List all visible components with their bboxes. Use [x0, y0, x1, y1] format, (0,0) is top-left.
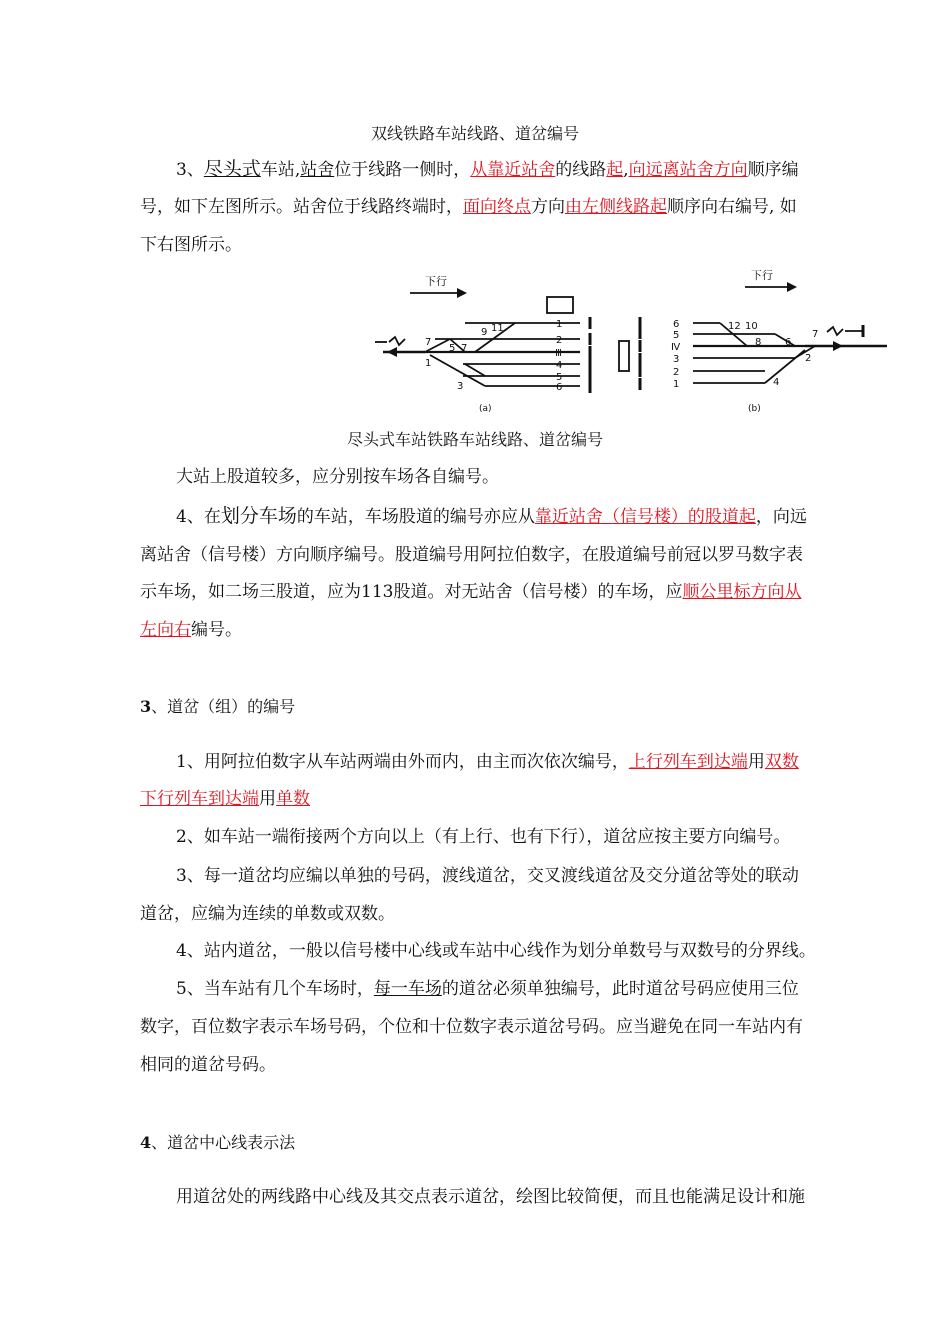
s3-item3-line-1: 3、每一道岔均应编以单独的号码，渡线道岔，交叉渡线道岔及交分道岔等处的联动 — [176, 866, 799, 886]
track-label: 5 — [673, 330, 680, 341]
switch-label: 3 — [457, 381, 464, 392]
switch-label: 8 — [755, 337, 762, 348]
p3-line-2: 号，如下左图所示。站舍位于线路终端时，面向终点方向由左侧线路起顺序向右编号, 如 — [140, 197, 797, 217]
track-label: 5 — [556, 372, 563, 383]
s3-item4: 4、站内道岔，一般以信号楼中心线或车站中心线作为划分单数号与双数号的分界线。 — [176, 941, 816, 961]
s3-item5-line-2: 数字，百位数字表示车场号码，个位和十位数字表示道岔号码。应当避免在同一车站内有 — [140, 1017, 803, 1037]
track-label: 6 — [673, 319, 680, 330]
track-label: 2 — [556, 335, 563, 346]
p4-line-3: 示车场，如二场三股道，应为113股道。对无站舍（信号楼）的车场，应顺公里标方向从 — [140, 582, 802, 602]
p3-line-1: 3、尽头式车站,站舍位于线路一侧时，从靠近站舍的线路起,向远离站舍方向顺序编 — [176, 158, 799, 180]
track-label: 2 — [673, 367, 680, 378]
switch-label: 10 — [745, 321, 758, 332]
s3-item2: 2、如车站一端衔接两个方向以上（有上行、也有下行），道岔应按主要方向编号。 — [176, 827, 791, 847]
diagram-a-labels — [425, 275, 562, 414]
s4-line-1: 用道岔处的两线路中心线及其交点表示道岔，绘图比较简便，而且也能满足设计和施 — [176, 1187, 805, 1207]
caption-figure: 尽头式车站铁路车站线路、道岔编号 — [346, 430, 603, 449]
track-label: Ⅲ — [555, 348, 562, 359]
diagram-b — [619, 282, 887, 390]
diagram-b-sublabel: (b) — [748, 404, 761, 414]
switch-label: 4 — [773, 377, 780, 388]
s3-item5-line-3: 相同的道岔号码。 — [140, 1055, 276, 1075]
diagram-b-direction-label: 下行 — [751, 269, 773, 282]
p4-line-2: 离站舍（信号楼）方向顺序编号。股道编号用阿拉伯数字，在股道编号前冠以罗马数字表 — [140, 545, 803, 565]
track-label: 3 — [673, 354, 680, 365]
diagram-a-direction-label: 下行 — [425, 275, 447, 288]
switch-label: 7 — [425, 337, 432, 348]
switch-label: 7 — [812, 329, 819, 340]
s3-item1-line-1: 1、用阿拉伯数字从车站两端由外而内，由主而次依次编号，上行列车到达端用双数 — [176, 752, 799, 772]
diagram-a-sublabel: (a) — [479, 404, 492, 414]
p3-line-3: 下右图所示。 — [140, 235, 242, 255]
track-label: 1 — [673, 379, 680, 390]
switch-label: 6 — [785, 337, 792, 348]
track-diagram — [375, 265, 895, 425]
section-heading-4: 4、道岔中心线表示法 — [140, 1133, 296, 1152]
s3-item3-line-2: 道岔，应编为连续的单数或双数。 — [140, 904, 395, 924]
switch-label: 11 — [491, 323, 504, 334]
track-label: Ⅳ — [671, 342, 681, 353]
switch-label: 9 — [481, 327, 488, 338]
section-heading-3: 3、道岔（组）的编号 — [140, 697, 296, 716]
switch-label: 1 — [425, 358, 432, 369]
track-label: 4 — [556, 360, 563, 371]
p-big-stations: 大站上股道较多，应分别按车场各自编号。 — [176, 467, 499, 487]
switch-label: 7 — [461, 343, 468, 354]
switch-label: 2 — [805, 353, 812, 364]
p4-line-4: 左向右编号。 — [140, 620, 242, 640]
diagram-b-labels — [671, 269, 818, 414]
p4-line-1: 4、在划分车场的车站，车场股道的编号亦应从靠近站舍（信号楼）的股道起，向远 — [176, 505, 807, 527]
caption-top: 双线铁路车站线路、道岔编号 — [370, 124, 579, 143]
s3-item5-line-1: 5、当车站有几个车场时，每一车场的道岔必须单独编号，此时道岔号码应使用三位 — [176, 979, 799, 999]
s3-item1-line-2: 下行列车到达端用单数 — [140, 789, 310, 809]
switch-label: 12 — [728, 321, 741, 332]
track-label: 1 — [556, 319, 563, 330]
track-label: 6 — [556, 382, 563, 393]
switch-label: 5 — [449, 343, 456, 354]
